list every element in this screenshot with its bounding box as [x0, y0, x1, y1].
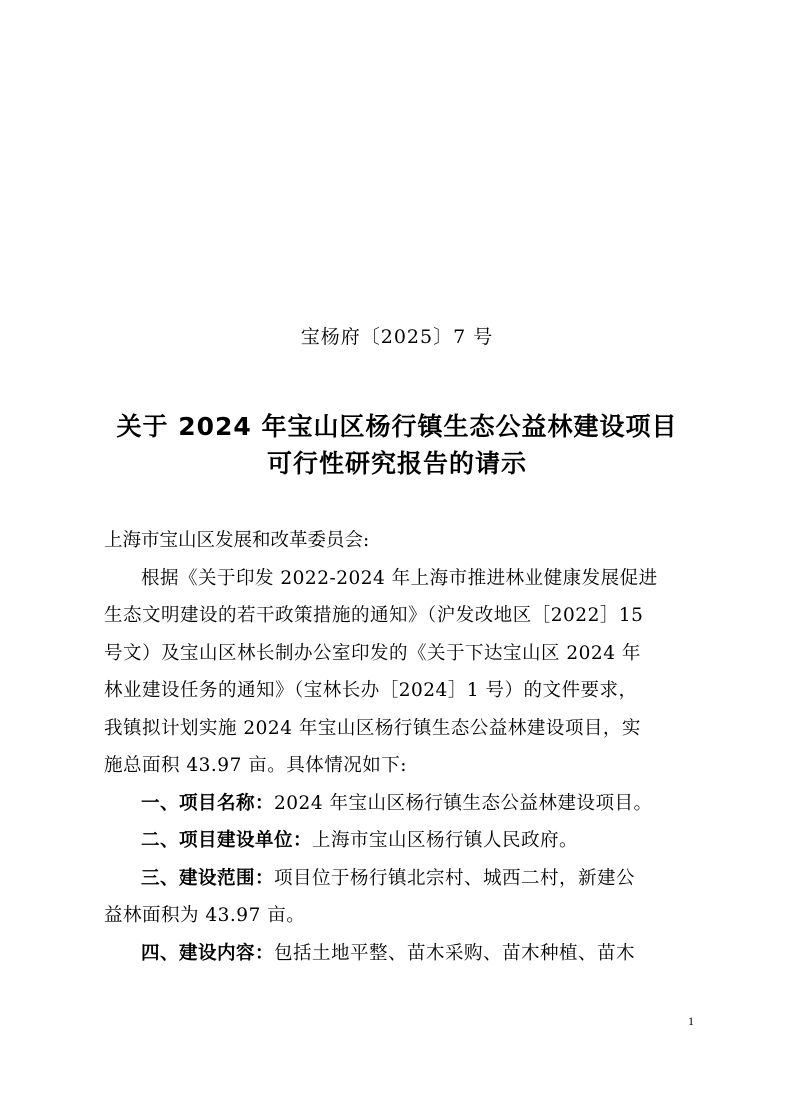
item-construction-unit	[104, 822, 694, 860]
item-heading: 二、项目建设单位：	[141, 830, 313, 851]
intro-line: 施总面积 43.97 亩。具体情况如下:	[104, 755, 407, 776]
item-text: 益林面积为 43.97 亩。	[104, 905, 306, 926]
item-text: 上海市宝山区杨行镇人民政府。	[312, 830, 579, 851]
item-construction-scope	[104, 860, 694, 935]
document-body	[104, 522, 694, 972]
title-line-2: 可行性研究报告的请示	[266, 449, 527, 478]
item-text: 项目位于杨行镇北宗村、城西二村，新建公	[274, 867, 636, 889]
item-text: 2024 年宝山区杨行镇生态公益林建设项目。	[274, 792, 653, 814]
intro-paragraph	[104, 560, 694, 785]
intro-line: 根据《关于印发 2022-2024 年上海市推进林业健康发展促进	[141, 567, 658, 589]
item-heading: 四、建设内容：	[141, 942, 275, 964]
item-project-name	[104, 785, 694, 823]
item-heading: 三、建设范围：	[141, 867, 275, 889]
intro-line: 林业建设任务的通知》（宝林长办［2024］1 号）的文件要求，	[104, 680, 638, 701]
intro-line: 生态文明建设的若干政策措施的通知》（沪发改地区［2022］15	[104, 605, 644, 626]
item-text: 包括土地平整、苗木采购、苗木种植、苗木	[274, 942, 636, 964]
intro-line: 号文）及宝山区林长制办公室印发的《关于下达宝山区 2024 年	[104, 642, 641, 664]
item-construction-content	[104, 935, 694, 973]
document-number: 宝杨府〔2025〕7 号	[300, 326, 494, 348]
title-line-1: 关于 2024 年宝山区杨行镇生态公益林建设项目	[116, 412, 678, 441]
intro-line: 我镇拟计划实施 2024 年宝山区杨行镇生态公益林建设项目，实	[104, 717, 641, 739]
item-heading: 一、项目名称：	[141, 792, 275, 814]
salutation: 上海市宝山区发展和改革委员会:	[104, 530, 370, 551]
document-title	[60, 408, 734, 482]
page-number: 1	[688, 1014, 694, 1028]
